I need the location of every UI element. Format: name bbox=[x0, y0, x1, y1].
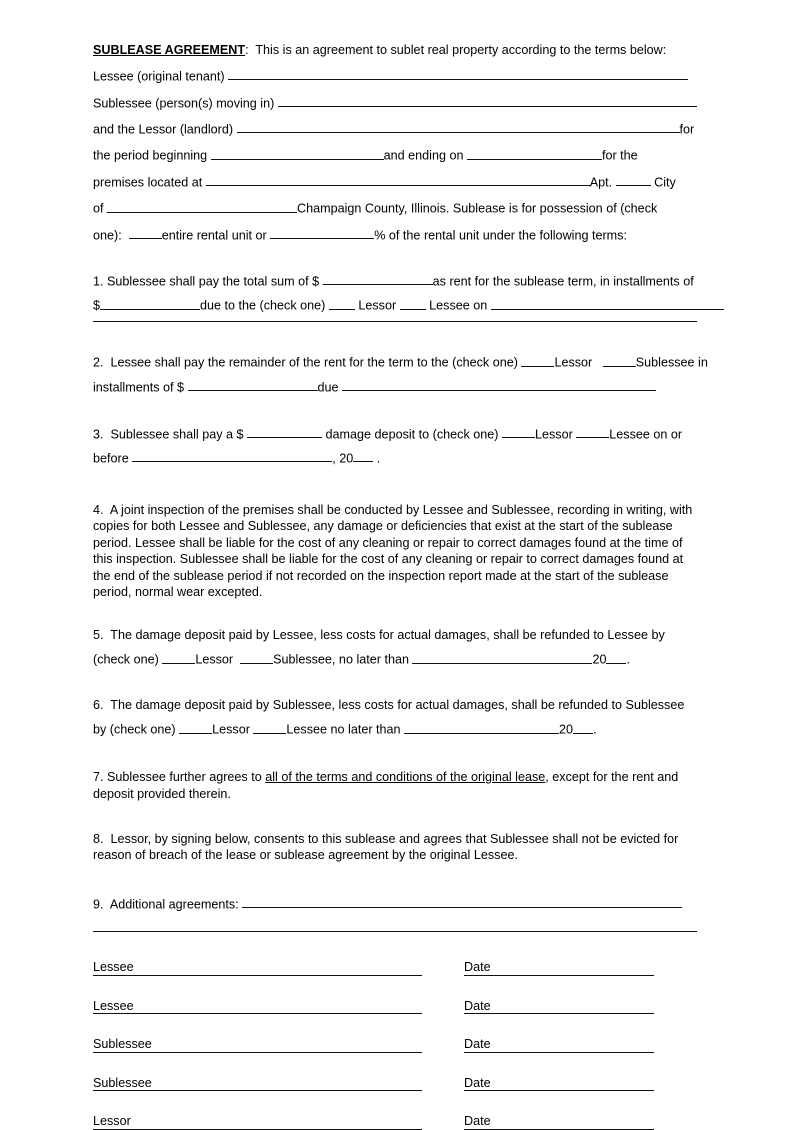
clause-number: 9. bbox=[93, 897, 104, 912]
clause-3 bbox=[93, 427, 697, 465]
entire-unit-text: entire rental unit or bbox=[161, 227, 267, 242]
period-end-blank[interactable] bbox=[467, 148, 602, 159]
clause-text: (check one) bbox=[93, 652, 159, 667]
sublessee-check-blank[interactable] bbox=[240, 652, 273, 663]
lessor-check-blank[interactable] bbox=[179, 722, 212, 733]
spacer bbox=[93, 753, 697, 769]
clause-text: Sublessee further agrees to bbox=[107, 770, 266, 785]
clause-text: damage deposit to (check one) bbox=[325, 427, 499, 442]
clause-text: , 20 bbox=[332, 451, 354, 466]
clause-3-line-2 bbox=[93, 451, 697, 465]
clause-text: Lessor bbox=[212, 722, 250, 737]
date-label: Date bbox=[464, 998, 491, 1013]
signature-row bbox=[93, 1073, 697, 1091]
installment-amount-blank[interactable] bbox=[188, 380, 318, 391]
clause-number: 7. bbox=[93, 770, 104, 785]
installment-amount-blank[interactable] bbox=[100, 298, 200, 309]
entire-unit-checkbox-blank[interactable] bbox=[129, 228, 162, 239]
clause-4-paragraph bbox=[93, 502, 697, 600]
field-lessor-landlord bbox=[93, 122, 697, 136]
spacer bbox=[93, 819, 697, 831]
total-sum-blank[interactable] bbox=[323, 274, 433, 285]
date-line[interactable] bbox=[464, 1112, 654, 1130]
clause-7-paragraph bbox=[93, 769, 697, 802]
lessor-name-blank[interactable] bbox=[237, 122, 680, 133]
date-label: Date bbox=[464, 1037, 491, 1052]
installment-due-blank[interactable] bbox=[342, 380, 656, 391]
spacer bbox=[93, 411, 697, 427]
refund-date-blank[interactable] bbox=[404, 722, 559, 733]
signature-party-label: Lessee bbox=[93, 960, 134, 975]
date-line[interactable] bbox=[464, 1073, 654, 1091]
clause-2-line-1 bbox=[93, 355, 708, 370]
field-label: of bbox=[93, 201, 104, 216]
year-blank[interactable] bbox=[353, 451, 373, 462]
clause-number: 3. bbox=[93, 427, 104, 442]
clause-5-line-2 bbox=[93, 652, 697, 666]
sublessee-signature-line[interactable] bbox=[93, 1073, 422, 1091]
field-label: Lessee (original tenant) bbox=[93, 69, 225, 84]
clause-text: Sublessee in bbox=[635, 355, 708, 370]
clause-1 bbox=[93, 274, 697, 322]
date-line[interactable] bbox=[464, 958, 654, 976]
lessor-check-blank[interactable] bbox=[521, 355, 554, 366]
signature-party-label: Lessor bbox=[93, 1114, 131, 1129]
clause-text: , except for the rent and deposit provided therein. bbox=[93, 770, 679, 801]
field-trailing: for the bbox=[601, 148, 638, 163]
lessor-check-blank[interactable] bbox=[162, 652, 195, 663]
clause-2 bbox=[93, 355, 708, 395]
clause-text: . bbox=[626, 652, 630, 667]
lessor-check-blank[interactable] bbox=[329, 298, 355, 309]
apt-number-blank[interactable] bbox=[616, 175, 651, 186]
clause-2-line-2 bbox=[93, 380, 697, 394]
clause-text: The damage deposit paid by Sublessee, less costs for actual damages, shall be refunded to Sublessee bbox=[110, 698, 685, 713]
deposit-due-date-blank[interactable] bbox=[132, 451, 332, 462]
clause-text: due to the (check one) bbox=[200, 298, 326, 313]
lessee-signature-line[interactable] bbox=[93, 996, 422, 1014]
clause-9-line-1 bbox=[93, 897, 697, 911]
clause-1-line-2 bbox=[93, 298, 697, 312]
clause-text: $ bbox=[93, 298, 101, 313]
clause-text: Lessor bbox=[534, 427, 573, 442]
clause-text: Lessee no later than bbox=[286, 722, 401, 737]
spacer bbox=[93, 683, 697, 699]
additional-agreements-blank[interactable] bbox=[242, 897, 682, 908]
clause-9 bbox=[93, 897, 697, 932]
field-trailing: for bbox=[679, 122, 695, 137]
clause-3-line-1 bbox=[93, 427, 697, 441]
sublessee-signature-line[interactable] bbox=[93, 1035, 422, 1053]
clause-text: Lessor bbox=[554, 355, 593, 370]
lessee-check-blank[interactable] bbox=[400, 298, 426, 309]
sublease-agreement-document bbox=[93, 43, 708, 1130]
clause-text: by (check one) bbox=[93, 722, 176, 737]
clause-text: A joint inspection of the premises shall be conducted by Lessee and Sublessee, recording in writing, with copies for both Lessee and Sublessee, any damage or deficiencies that exist at the start of the sublease period. Lessee shall be liable for the cost of any cleaning or repair to correct damages found at the time of this inspection. Sublessee shall be liable for the cost of any cleaning or repair to correct damages found at the end of the sublease period if not recorded on the inspection report made at the start of the sublease period, normal wear excepted. bbox=[93, 503, 693, 599]
spacer bbox=[93, 254, 697, 274]
clause-7 bbox=[93, 769, 697, 802]
field-city-county bbox=[93, 201, 697, 215]
field-label: and the Lessor (landlord) bbox=[93, 122, 234, 137]
page-title: SUBLEASE AGREEMENT bbox=[93, 43, 246, 57]
field-label: one): bbox=[93, 227, 122, 242]
signature-party-label: Lessee bbox=[93, 998, 134, 1013]
year-blank[interactable] bbox=[606, 652, 626, 663]
clause-text: Sublessee shall pay the total sum of $ bbox=[107, 274, 320, 289]
clause-text: Lessor, by signing below, consents to this sublease and agrees that Sublessee shall not be evicted for reason of breach of the lease or sublease agreement by the original Lessee. bbox=[93, 831, 679, 863]
lessee-name-blank[interactable] bbox=[228, 69, 688, 80]
apt-label: Apt. bbox=[589, 175, 613, 190]
field-mid: and ending on bbox=[383, 148, 464, 163]
field-sublessee-moving-in bbox=[93, 96, 697, 110]
field-premises-address bbox=[93, 175, 697, 189]
field-period bbox=[93, 148, 697, 162]
clause-text: Lessee on bbox=[429, 298, 488, 313]
premises-address-blank[interactable] bbox=[206, 175, 590, 186]
lessee-check-blank[interactable] bbox=[253, 722, 286, 733]
county-state-text: Champaign County, Illinois. Sublease is for possession of (check bbox=[297, 201, 658, 216]
field-label: Sublessee (person(s) moving in) bbox=[93, 95, 275, 110]
city-name-blank[interactable] bbox=[107, 201, 297, 212]
field-lessee-original-tenant bbox=[93, 69, 697, 83]
clause-number: 1. bbox=[93, 274, 104, 289]
clause-text: before bbox=[93, 451, 129, 466]
sublessee-name-blank[interactable] bbox=[278, 96, 697, 107]
clause-text: 20 bbox=[559, 722, 574, 737]
clause-text: 20 bbox=[592, 652, 607, 667]
clause-6-line-1 bbox=[93, 699, 697, 712]
clause-text: . bbox=[593, 722, 597, 737]
spacer bbox=[93, 911, 697, 931]
clause-number: 5. bbox=[93, 628, 104, 643]
date-label: Date bbox=[464, 1075, 491, 1090]
additional-agreements-continuation-rule[interactable] bbox=[93, 931, 697, 932]
date-label: Date bbox=[464, 960, 491, 975]
date-line[interactable] bbox=[464, 1035, 654, 1053]
field-possession-check bbox=[93, 228, 697, 242]
clause-number: 2. bbox=[93, 355, 104, 370]
signature-row bbox=[93, 996, 697, 1014]
clause-text: due bbox=[317, 380, 339, 395]
clause-text: Sublessee, no later than bbox=[273, 652, 409, 667]
clause-4 bbox=[93, 502, 697, 600]
clause-text: Lessor bbox=[195, 652, 234, 667]
clause-1-continuation-rule[interactable] bbox=[93, 321, 697, 322]
clause-number: 4. bbox=[93, 503, 104, 518]
field-label: premises located at bbox=[93, 175, 203, 190]
clause-number: 6. bbox=[93, 698, 104, 713]
year-blank[interactable] bbox=[573, 722, 593, 733]
document-title-line bbox=[93, 44, 697, 57]
clause-5 bbox=[93, 629, 697, 666]
clause-text: . bbox=[376, 451, 381, 466]
clause-text: installments of $ bbox=[93, 380, 184, 395]
clause-number: 8. bbox=[93, 831, 104, 846]
clause-8-paragraph bbox=[93, 831, 697, 864]
sublessee-check-blank[interactable] bbox=[603, 355, 636, 366]
lessee-signature-line[interactable] bbox=[93, 958, 422, 976]
clause-text: Sublessee shall pay a $ bbox=[110, 427, 244, 442]
payment-due-blank[interactable] bbox=[491, 298, 724, 309]
clause-text: The damage deposit paid by Lessee, less costs for actual damages, shall be refunded to Lessee by bbox=[110, 628, 665, 643]
clause-text: Lessor bbox=[358, 298, 397, 313]
date-label: Date bbox=[464, 1114, 491, 1129]
clause-8 bbox=[93, 831, 697, 864]
title-colon: : bbox=[245, 43, 249, 57]
refund-date-blank[interactable] bbox=[412, 652, 592, 663]
lessee-check-blank[interactable] bbox=[576, 427, 609, 438]
signature-party-label: Sublessee bbox=[93, 1075, 152, 1090]
spacer bbox=[93, 881, 697, 897]
spacer bbox=[93, 482, 697, 502]
clause-6 bbox=[93, 699, 697, 736]
signature-row bbox=[93, 1035, 697, 1053]
clause-5-line-1 bbox=[93, 629, 697, 642]
signature-row bbox=[93, 958, 697, 976]
clause-text: as rent for the sublease term, in installments of bbox=[432, 274, 694, 289]
original-lease-terms-emphasis: all of the terms and conditions of the original lease bbox=[265, 770, 546, 785]
lessor-signature-line[interactable] bbox=[93, 1112, 422, 1130]
signature-party-label: Sublessee bbox=[93, 1037, 152, 1052]
spacer bbox=[93, 339, 697, 355]
field-label: the period beginning bbox=[93, 148, 208, 163]
signature-block bbox=[93, 958, 697, 1130]
clause-text: Lessee shall pay the remainder of the rent for the term to the (check one) bbox=[110, 355, 518, 370]
damage-deposit-amount-blank[interactable] bbox=[247, 427, 322, 438]
clause-1-line-1 bbox=[93, 274, 697, 288]
signature-row bbox=[93, 1112, 697, 1130]
clause-label: Additional agreements: bbox=[109, 897, 239, 912]
city-label: City bbox=[654, 175, 676, 190]
clause-text: Lessee on or bbox=[609, 427, 683, 442]
lessor-check-blank[interactable] bbox=[502, 427, 535, 438]
date-line[interactable] bbox=[464, 996, 654, 1014]
percent-unit-blank[interactable] bbox=[270, 228, 374, 239]
clause-6-line-2 bbox=[93, 722, 697, 736]
period-begin-blank[interactable] bbox=[211, 148, 384, 159]
title-description: This is an agreement to sublet real property according to the terms below: bbox=[255, 43, 667, 57]
percent-unit-text: % of the rental unit under the following terms: bbox=[374, 227, 627, 242]
